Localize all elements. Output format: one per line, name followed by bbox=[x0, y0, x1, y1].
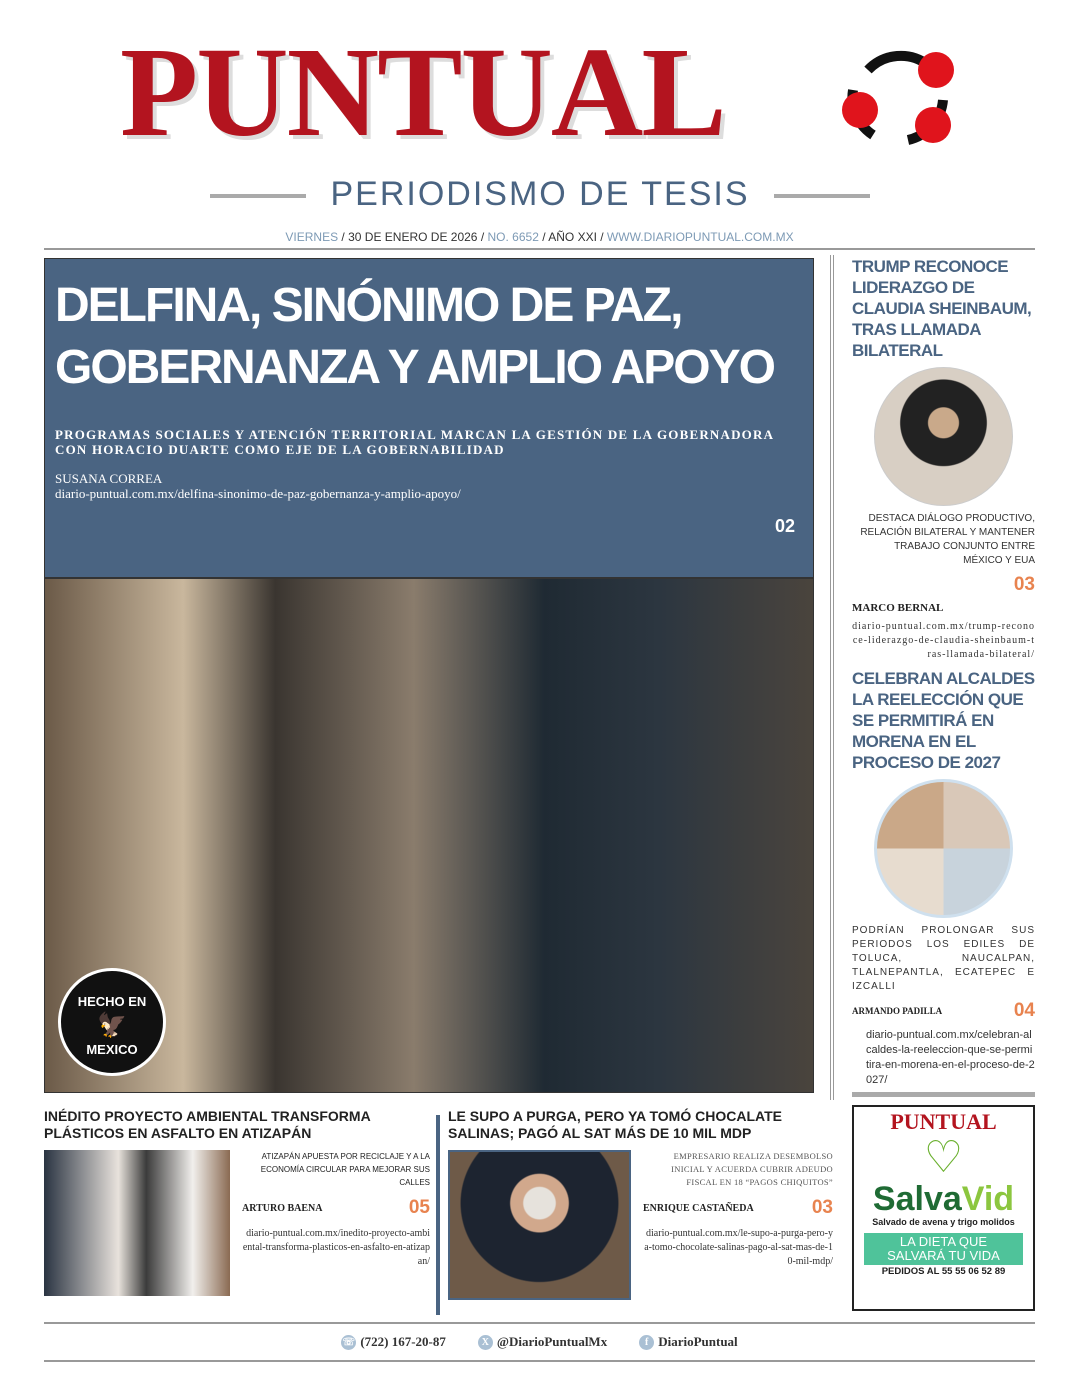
date: / 30 DE ENERO DE 2026 / bbox=[341, 230, 485, 244]
footer-phone[interactable] bbox=[341, 1334, 446, 1351]
bottom-url[interactable]: diario-puntual.com.mx/inedito-proyecto-ambiental-transforma-plasticos-en-asfalto-en-atizapan/ bbox=[242, 1228, 430, 1267]
x-icon: X bbox=[478, 1335, 493, 1350]
logo-icon bbox=[838, 40, 958, 150]
twitter-text: @DiarioPuntualMx bbox=[496, 1333, 608, 1349]
facebook-icon: f bbox=[639, 1335, 654, 1350]
badge-top-text: HECHO EN bbox=[77, 994, 147, 1009]
lead-story[interactable] bbox=[44, 258, 814, 578]
bottom-page-number: 03 bbox=[811, 1197, 833, 1218]
side-url[interactable]: diario-puntual.com.mx/celebran-alcaldes-la-reeleccion-que-se-permitira-en-morena-en-el-proceso-de-2027/ bbox=[866, 1029, 1035, 1086]
bottom-story-1-photo bbox=[44, 1150, 230, 1296]
bottom-story-1[interactable] bbox=[44, 1108, 430, 1296]
ad-product-b: Vid bbox=[961, 1180, 1015, 1218]
ad-description: Salvado de avena y trigo molidos bbox=[872, 1217, 1015, 1227]
lead-headline: DELFINA, SINÓNIMO DE PAZ, GOBERNANZA Y AMPLIO APOYO bbox=[55, 279, 774, 394]
side-author: MARCO BERNAL bbox=[852, 602, 944, 614]
ad-brand: PUNTUAL bbox=[890, 1109, 997, 1134]
footer-twitter[interactable] bbox=[478, 1334, 607, 1351]
side-byline-row bbox=[852, 1000, 1035, 1022]
side-headline[interactable]: CELEBRAN ALCALDES LA REELECCIÓN QUE SE PERMITIRÁ EN MORENA EN EL PROCESO DE 2027 bbox=[852, 669, 1035, 772]
bottom-summary: ATIZAPÁN APUESTA POR RECICLAJE Y A LA ECONOMÍA CIRCULAR PARA MEJORAR SUS CALLES bbox=[260, 1152, 430, 1187]
side-story-1-photo bbox=[874, 367, 1013, 506]
side-url[interactable]: diario-puntual.com.mx/trump-reconoce-liderazgo-de-claudia-sheinbaum-tras-llamada-bilateral/ bbox=[852, 621, 1035, 660]
ad-slogan: LA DIETA QUE SALVARÁ TU VIDA bbox=[864, 1233, 1023, 1265]
side-story-2-photo-frame bbox=[852, 779, 1035, 918]
facebook-text: DiarioPuntual bbox=[658, 1333, 738, 1349]
lead-url[interactable]: diario-puntual.com.mx/delfina-sinonimo-de-paz-gobernanza-y-amplio-apoyo/ bbox=[55, 486, 461, 501]
bottom-url[interactable]: diario-puntual.com.mx/le-supo-a-purga-pero-ya-tomo-chocolate-salinas-pago-al-sat-mas-de-10-mil-mdp/ bbox=[644, 1228, 833, 1267]
bottom-headline: LE SUPO A PURGA, PERO YA TOMÓ CHOCALATE SALINAS; PAGÓ AL SAT MÁS DE 10 MIL MDP bbox=[448, 1108, 782, 1141]
lead-page-number: 02 bbox=[774, 516, 795, 536]
masthead-title: PUNTUAL bbox=[120, 21, 725, 163]
side-story-1-photo-frame bbox=[852, 367, 1035, 506]
day: VIERNES bbox=[285, 230, 339, 244]
dateline bbox=[44, 230, 1035, 250]
side-author: ARMANDO PADILLA bbox=[852, 1006, 943, 1016]
bottom-author: ARTURO BAENA bbox=[242, 1202, 323, 1214]
footer-contacts bbox=[44, 1322, 1035, 1362]
hecho-en-mexico-badge bbox=[58, 968, 166, 1076]
bottom-author: ENRIQUE CASTAÑEDA bbox=[643, 1202, 754, 1214]
footer-facebook[interactable] bbox=[639, 1334, 737, 1351]
lead-author: SUSANA CORREA bbox=[55, 471, 163, 486]
lead-subhead: PROGRAMAS SOCIALES Y ATENCIÓN TERRITORIAL MARCAN LA GESTIÓN DE LA GOBERNADORA CON HORACIO DUARTE COMO EJE DE LA GOBERNABILIDAD bbox=[55, 427, 774, 457]
side-headline[interactable]: TRUMP RECONOCE LIDERAZGO DE CLAUDIA SHEINBAUM, TRAS LLAMADA BILATERAL bbox=[852, 257, 1032, 360]
bottom-page-number: 05 bbox=[408, 1197, 430, 1218]
badge-bottom-text: MEXICO bbox=[86, 1042, 138, 1057]
bottom-headline: INÉDITO PROYECTO AMBIENTAL TRANSFORMA PLÁSTICOS EN ASFALTO EN ATIZAPÁN bbox=[44, 1108, 371, 1141]
side-column bbox=[852, 256, 1035, 1088]
side-story-2-photo bbox=[874, 779, 1013, 918]
side-page-number: 03 bbox=[1013, 574, 1035, 595]
ad-orders: PEDIDOS AL 55 55 06 52 89 bbox=[881, 1266, 1006, 1277]
issue-number: NO. 6652 bbox=[487, 230, 539, 244]
ad-product-a: Salva bbox=[872, 1180, 962, 1218]
tagline: PERIODISMO DE TESIS bbox=[0, 175, 1080, 214]
divider bbox=[852, 1092, 1035, 1097]
side-page-number: 04 bbox=[1013, 1000, 1035, 1021]
bottom-summary: EMPRESARIO REALIZA DESEMBOLSO INICIAL Y ACUERDA CUBRIR ADEUDO FISCAL EN 18 “PAGOS CHIQUITOS” bbox=[671, 1151, 833, 1187]
side-summary: DESTACA DIÁLOGO PRODUCTIVO, RELACIÓN BILATERAL Y MANTENER TRABAJO CONJUNTO ENTRE MÉXICO Y EUA bbox=[860, 513, 1035, 566]
bottom-story-2-photo bbox=[448, 1150, 631, 1300]
heart-wheat-icon: ♡ bbox=[923, 1133, 964, 1182]
phone-text: (722) 167-20-87 bbox=[360, 1333, 446, 1349]
year: / AÑO XXI / bbox=[542, 230, 604, 244]
website-link[interactable]: WWW.DIARIOPUNTUAL.COM.MX bbox=[606, 230, 794, 244]
salvavid-ad[interactable] bbox=[852, 1105, 1035, 1311]
side-summary: PODRÍAN PROLONGAR SUS PERIODOS LOS EDILES DE TOLUCA, NAUCALPAN, TLALNEPANTLA, ECATEPEC E IZCALLI bbox=[852, 925, 1035, 992]
eagle-icon: 🦅 bbox=[97, 1012, 127, 1039]
bottom-story-2[interactable] bbox=[448, 1108, 833, 1300]
divider bbox=[436, 1115, 440, 1315]
phone-icon: ☏ bbox=[342, 1337, 356, 1349]
column-divider bbox=[830, 255, 834, 1100]
